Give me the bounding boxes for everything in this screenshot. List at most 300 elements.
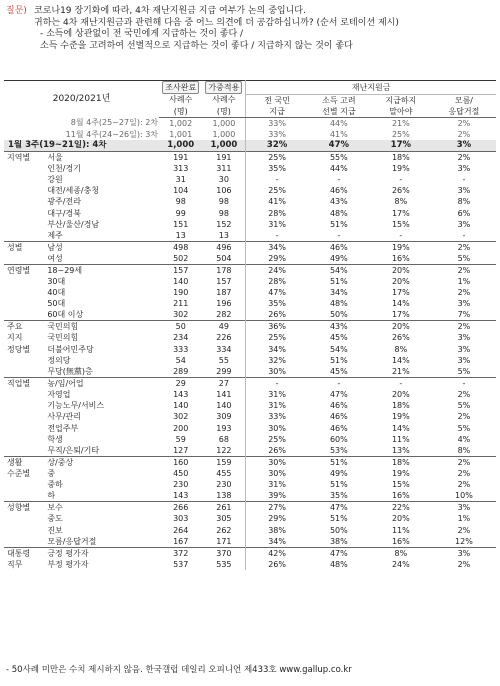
subgroup-label: 중: [47, 468, 56, 478]
group-label-empty: [4, 536, 45, 548]
percent-cell: 7%: [457, 310, 471, 320]
weighted-count: 140: [216, 401, 232, 411]
group-label-empty: [4, 163, 45, 174]
percent-cell: 5%: [457, 401, 471, 411]
group-label: 정당별: [7, 344, 31, 354]
percent-cell: 12%: [455, 536, 473, 546]
sample-count: 266: [159, 502, 202, 514]
table-row: [4, 253, 496, 265]
sample-count: 302: [173, 412, 189, 422]
group-label: 성별: [4, 241, 45, 253]
percent-cell: 41%: [246, 196, 308, 207]
sample-count: 143: [173, 390, 189, 400]
sample-count: 537: [173, 559, 189, 569]
question-line-4: 소득 수준을 고려하여 선별적으로 지급하는 것이 좋다 / 지급하지 않는 것이 좋다: [40, 40, 353, 51]
table-row: [4, 321, 496, 333]
table-row: [4, 490, 496, 502]
group-label-empty: [4, 230, 45, 242]
group-label: 수준별: [7, 468, 31, 478]
subgroup-label: 중도: [47, 514, 63, 524]
sample-count: 211: [173, 299, 189, 309]
table-row: [4, 536, 496, 548]
sample-count: 157: [159, 264, 202, 276]
percent-cell: 18%: [370, 151, 432, 163]
opt3-header-b: 말아야: [370, 106, 432, 118]
percent-cell: 3%: [457, 299, 471, 309]
opt2-header-b: 선별 지급: [308, 106, 370, 118]
table-row: [4, 423, 496, 434]
percent-cell: 2%: [457, 288, 471, 298]
table-row: [4, 185, 496, 196]
percent-cell: 22%: [370, 502, 432, 514]
percent-cell: 2%: [457, 468, 471, 478]
table-row: [4, 298, 496, 309]
percent-cell: 15%: [391, 219, 410, 229]
table-row: [4, 344, 496, 355]
percent-cell: 45%: [329, 333, 348, 343]
subgroup-label: 상/중상: [45, 456, 159, 468]
subgroup-label: 긍정 평가자: [45, 547, 159, 559]
percent-cell: 34%: [329, 288, 348, 298]
unit-header-1: (명): [159, 106, 202, 118]
percent-cell: 31%: [246, 400, 308, 411]
percent-cell: 26%: [246, 309, 308, 321]
percent-cell: 25%: [246, 185, 308, 196]
weighted-count: 138: [216, 491, 232, 501]
subgroup-label: 대구/경북: [47, 208, 81, 218]
percent-cell: 46%: [308, 241, 370, 253]
subgroup-label: 대전/세종/충청: [47, 186, 100, 196]
weighted-count: 196: [216, 299, 232, 309]
weighted-count: 157: [216, 276, 232, 286]
percent-cell: 51%: [329, 355, 348, 365]
percent-cell: -: [399, 174, 403, 184]
sample-count: 54: [175, 355, 186, 365]
percent-cell: 47%: [246, 287, 308, 298]
group-label-empty: [4, 298, 45, 309]
results-table: [4, 80, 496, 570]
percent-cell: 16%: [391, 253, 410, 263]
subgroup-label: 제주: [47, 230, 63, 240]
percent-cell: -: [246, 174, 308, 185]
table-row: [4, 479, 496, 490]
table-row: [4, 377, 496, 389]
footer-note: - 50사례 미만은 수치 제시하지 않음. 한국갤럽 데일리 오피니언 제433호 www.gallup.co.kr: [6, 665, 352, 675]
weighted-count: 187: [216, 288, 232, 298]
table-row: [4, 196, 496, 207]
row-label: 8월 4주(25~27일): 2차: [70, 118, 159, 128]
opt1-header-b: 지급: [246, 106, 308, 118]
weighted-count: 55: [218, 355, 229, 365]
table-row: [4, 287, 496, 298]
percent-cell: 30%: [246, 423, 308, 434]
percent-cell: 2%: [457, 525, 471, 535]
relief-fund-header: 재난지원금: [246, 81, 496, 95]
percent-cell: 2%: [457, 129, 471, 139]
table-row: [4, 151, 496, 163]
percent-cell: 8%: [394, 344, 408, 354]
subgroup-label: 사무/관리: [47, 412, 81, 422]
weighted-count: 504: [216, 253, 232, 263]
table-row: [4, 411, 496, 422]
percent-cell: 60%: [329, 434, 348, 444]
percent-cell: 10%: [455, 491, 473, 501]
percent-cell: 3%: [432, 502, 496, 514]
weighted-count: 496: [202, 241, 245, 253]
subgroup-label: 전업주부: [47, 423, 79, 433]
percent-cell: -: [246, 377, 308, 389]
cases-header-1: 사례수: [169, 95, 193, 105]
percent-cell: -: [370, 377, 432, 389]
percent-cell: 29%: [246, 253, 308, 265]
group-label-empty: [4, 174, 45, 185]
table-row: [4, 389, 496, 400]
percent-cell: -: [432, 377, 496, 389]
percent-cell: 51%: [329, 480, 348, 490]
percent-cell: 27%: [246, 502, 308, 514]
percent-cell: 1%: [457, 514, 471, 524]
group-label: 직업별: [4, 377, 45, 389]
percent-cell: 19%: [391, 412, 410, 422]
sample-count: 191: [159, 151, 202, 163]
percent-cell: 26%: [391, 333, 410, 343]
percent-cell: 47%: [308, 502, 370, 514]
subgroup-label: 보수: [45, 502, 159, 514]
percent-cell: 3%: [457, 186, 471, 196]
subgroup-label: 국민의힘: [47, 333, 79, 343]
group-label-empty: [4, 411, 45, 422]
percent-cell: -: [399, 230, 403, 240]
weighted-count: 309: [216, 412, 232, 422]
percent-cell: 46%: [329, 401, 348, 411]
percent-cell: 14%: [391, 299, 410, 309]
percent-cell: 28%: [246, 276, 308, 287]
sample-count: 167: [173, 536, 189, 546]
group-label-empty: [4, 445, 45, 457]
sample-count: 140: [173, 401, 189, 411]
percent-cell: 51%: [329, 276, 348, 286]
percent-cell: 20%: [391, 514, 410, 524]
weighted-count: 68: [218, 434, 229, 444]
subgroup-label: 진보: [47, 525, 63, 535]
percent-cell: 20%: [370, 264, 432, 276]
percent-cell: 43%: [308, 321, 370, 333]
sample-count: 234: [173, 333, 189, 343]
subgroup-label: 부산/울산/경남: [47, 219, 100, 229]
group-label: 지역별: [4, 151, 45, 163]
weighted-count: 261: [202, 502, 245, 514]
percent-cell: 32%: [246, 140, 308, 152]
percent-cell: -: [462, 230, 466, 240]
weighted-count: 49: [202, 321, 245, 333]
survey-done-header: 조사완료: [159, 81, 202, 95]
previous-row: [4, 129, 496, 140]
percent-cell: 42%: [246, 547, 308, 559]
percent-cell: 44%: [329, 163, 348, 173]
percent-cell: 14%: [391, 355, 410, 365]
percent-cell: 18%: [391, 401, 410, 411]
subgroup-label: 정의당: [47, 355, 71, 365]
table-row: [4, 559, 496, 570]
percent-cell: 32%: [246, 355, 308, 366]
percent-cell: 47%: [308, 140, 370, 152]
sample-count: 190: [173, 288, 189, 298]
percent-cell: 16%: [391, 491, 410, 501]
sample-count: 372: [159, 547, 202, 559]
weighted-count: 191: [202, 151, 245, 163]
sample-count: 59: [175, 434, 186, 444]
results-body: [4, 117, 496, 570]
percent-cell: 14%: [391, 423, 410, 433]
subgroup-label: 모름/응답거절: [47, 536, 97, 546]
group-label: 생활: [4, 456, 45, 468]
percent-cell: 54%: [329, 344, 348, 354]
subgroup-label: 중하: [47, 480, 63, 490]
weighted-header: 가중적용: [202, 81, 245, 95]
percent-cell: 18%: [370, 456, 432, 468]
subgroup-label: 남성: [45, 241, 159, 253]
subgroup-label: 농/임/어업: [45, 377, 159, 389]
group-label-empty: [4, 207, 45, 218]
group-label: 주요: [4, 321, 45, 333]
weighted-count: 455: [216, 468, 232, 478]
sample-count: 50: [159, 321, 202, 333]
percent-cell: 20%: [370, 321, 432, 333]
table-row: [4, 309, 496, 321]
table-row: [4, 445, 496, 457]
cases-header-2: 사례수: [212, 95, 236, 105]
group-label-empty: [4, 196, 45, 207]
percent-cell: 17%: [391, 310, 410, 320]
percent-cell: 28%: [246, 207, 308, 218]
percent-cell: 3%: [457, 344, 471, 354]
opt2-header-a: 소득 고려: [322, 95, 356, 105]
weighted-count: 535: [216, 559, 232, 569]
group-label-empty: [4, 389, 45, 400]
percent-cell: 48%: [329, 208, 348, 218]
table-row: [4, 207, 496, 218]
sample-count: 31: [175, 174, 186, 184]
percent-cell: 33%: [246, 117, 308, 129]
sample-count: 333: [173, 344, 189, 354]
weighted-count: 171: [216, 536, 232, 546]
group-label-empty: [4, 253, 45, 265]
percent-cell: 31%: [246, 389, 308, 400]
subgroup-label: 부정 평가자: [47, 559, 89, 569]
group-label-empty: [4, 219, 45, 230]
subgroup-label: 학생: [47, 434, 63, 444]
group-label-empty: [4, 490, 45, 502]
opt4-header-a: 모름/: [454, 95, 473, 105]
percent-cell: 2%: [457, 480, 471, 490]
percent-cell: 8%: [457, 445, 471, 455]
weighted-count: 1,000: [202, 140, 245, 152]
weighted-count: 305: [216, 514, 232, 524]
sample-count: 1,002: [169, 118, 193, 128]
percent-cell: 34%: [246, 536, 308, 548]
table-row: [4, 163, 496, 174]
percent-cell: 26%: [246, 445, 308, 457]
sample-count: 140: [173, 276, 189, 286]
table-row: [4, 513, 496, 524]
percent-cell: 46%: [329, 423, 348, 433]
percent-cell: 46%: [329, 412, 348, 422]
percent-cell: 16%: [391, 536, 410, 546]
group-label: 직무: [7, 559, 23, 569]
percent-cell: 53%: [329, 445, 348, 455]
percent-cell: 17%: [370, 140, 432, 152]
sample-count: 313: [173, 163, 189, 173]
subgroup-label: 인천/경기: [47, 163, 81, 173]
table-row: [4, 400, 496, 411]
percent-cell: 3%: [457, 163, 471, 173]
percent-cell: 35%: [329, 491, 348, 501]
weighted-count: 1,000: [212, 129, 236, 139]
percent-cell: 49%: [329, 253, 348, 263]
percent-cell: 38%: [246, 524, 308, 535]
percent-cell: 17%: [391, 288, 410, 298]
table-row: [4, 524, 496, 535]
weighted-count: 193: [216, 423, 232, 433]
percent-cell: 2%: [432, 151, 496, 163]
opt3-header-a: 지급하지: [385, 95, 417, 105]
percent-cell: 2%: [432, 241, 496, 253]
percent-cell: 44%: [329, 118, 348, 128]
question-line-3: - 소득에 상관없이 전 국민에게 지급하는 것이 좋다 /: [40, 29, 244, 39]
group-label-empty: [4, 400, 45, 411]
group-label: 대통령: [4, 547, 45, 559]
weighted-count: 98: [218, 197, 229, 207]
table-row: [4, 332, 496, 343]
sample-count: 200: [173, 423, 189, 433]
subgroup-label: 광주/전라: [47, 197, 81, 207]
weighted-count: 106: [216, 186, 232, 196]
weighted-count: 30: [218, 174, 229, 184]
percent-cell: 3%: [432, 547, 496, 559]
weighted-count: 13: [218, 230, 229, 240]
subgroup-label: 50대: [47, 299, 66, 309]
percent-cell: 25%: [246, 332, 308, 343]
weighted-count: 178: [202, 264, 245, 276]
group-label-empty: [4, 479, 45, 490]
percent-cell: 30%: [246, 366, 308, 378]
subgroup-label: 무당(無黨)층: [47, 366, 93, 376]
percent-cell: 2%: [457, 559, 471, 569]
percent-cell: 6%: [457, 208, 471, 218]
subgroup-label: 여성: [47, 253, 63, 263]
percent-cell: 3%: [457, 219, 471, 229]
sample-count: 264: [173, 525, 189, 535]
percent-cell: 48%: [329, 559, 348, 569]
percent-cell: 19%: [391, 163, 410, 173]
percent-cell: 3%: [432, 140, 496, 152]
group-label-empty: [4, 434, 45, 445]
weighted-count: 152: [216, 219, 232, 229]
percent-cell: -: [308, 377, 370, 389]
percent-cell: 48%: [329, 299, 348, 309]
group-label-empty: [4, 287, 45, 298]
percent-cell: 8%: [394, 197, 408, 207]
percent-cell: 5%: [457, 253, 471, 263]
percent-cell: 26%: [246, 559, 308, 570]
percent-cell: 25%: [246, 434, 308, 445]
percent-cell: 20%: [391, 390, 410, 400]
percent-cell: 19%: [370, 241, 432, 253]
sample-count: 104: [173, 186, 189, 196]
previous-row: [4, 117, 496, 129]
subgroup-label: 기능노무/서비스: [47, 401, 105, 411]
percent-cell: 8%: [370, 547, 432, 559]
percent-cell: -: [337, 230, 341, 240]
weighted-count: 334: [216, 344, 232, 354]
percent-cell: 47%: [329, 390, 348, 400]
group-label-empty: [4, 366, 45, 378]
percent-cell: 2%: [432, 456, 496, 468]
percent-cell: 11%: [391, 434, 410, 444]
percent-cell: 3%: [457, 355, 471, 365]
weighted-count: 282: [216, 310, 232, 320]
percent-cell: 49%: [329, 468, 348, 478]
table-row: [4, 241, 496, 253]
percent-cell: 41%: [329, 129, 348, 139]
weighted-count: 1,000: [212, 118, 236, 128]
unit-header-2: (명): [202, 106, 245, 118]
percent-cell: 47%: [308, 547, 370, 559]
table-row: [4, 219, 496, 230]
weighted-count: 370: [202, 547, 245, 559]
sample-count: 1,001: [169, 129, 193, 139]
group-label-empty: [4, 309, 45, 321]
group-label-empty: [4, 524, 45, 535]
subgroup-label: 자영업: [47, 390, 71, 400]
sample-count: 98: [175, 197, 186, 207]
percent-cell: 51%: [329, 219, 348, 229]
weighted-count: 141: [216, 390, 232, 400]
percent-cell: 51%: [308, 456, 370, 468]
percent-cell: 2%: [457, 118, 471, 128]
row-label: 11월 4주(24~26일): 3차: [65, 129, 159, 139]
weighted-count: 159: [202, 456, 245, 468]
percent-cell: 51%: [329, 514, 348, 524]
group-label: 연령별: [4, 264, 45, 276]
table-row: [4, 174, 496, 185]
percent-cell: 30%: [246, 456, 308, 468]
subgroup-label: 40대: [47, 288, 66, 298]
percent-cell: 33%: [246, 129, 308, 140]
percent-cell: 55%: [308, 151, 370, 163]
group-label-empty: [4, 276, 45, 287]
percent-cell: 17%: [391, 208, 410, 218]
percent-cell: 33%: [246, 411, 308, 422]
percent-cell: 25%: [246, 151, 308, 163]
sample-count: 99: [175, 208, 186, 218]
percent-cell: 31%: [246, 219, 308, 230]
percent-cell: 4%: [457, 434, 471, 444]
percent-cell: 30%: [246, 468, 308, 479]
sample-count: 151: [173, 219, 189, 229]
percent-cell: 20%: [391, 276, 410, 286]
group-label-empty: [4, 513, 45, 524]
weighted-count: 122: [216, 445, 232, 455]
subgroup-label: 더불어민주당: [47, 344, 94, 354]
sample-count: 29: [159, 377, 202, 389]
group-label: 성향별: [4, 502, 45, 514]
question-line-1: 코로나19 장기화에 따라, 4차 재난지원금 지급 여부가 논의 중입니다.: [34, 6, 306, 16]
subgroup-label: 60대 이상: [47, 310, 84, 320]
percent-cell: 54%: [308, 264, 370, 276]
table-row: [4, 276, 496, 287]
percent-cell: 39%: [246, 490, 308, 502]
